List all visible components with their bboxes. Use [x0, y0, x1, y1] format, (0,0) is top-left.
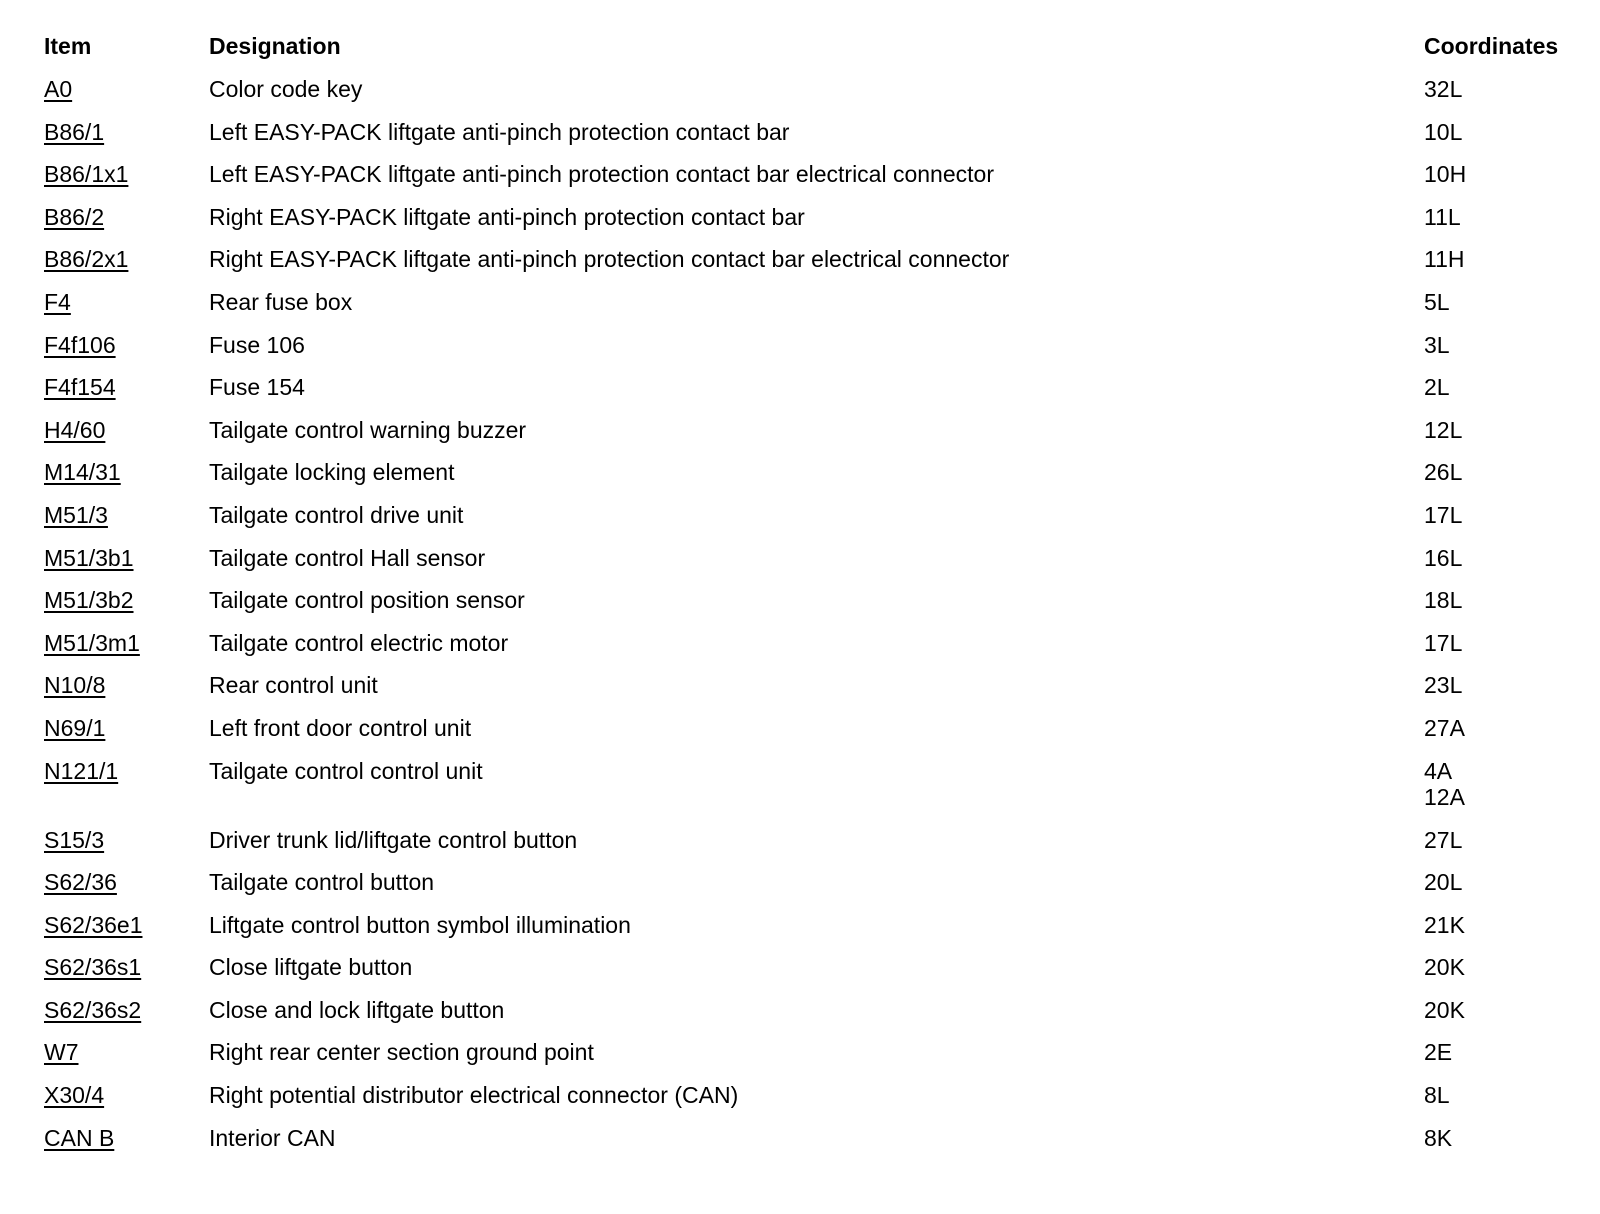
item-cell [36, 622, 201, 665]
item-cell [36, 68, 201, 111]
coordinate-value: 20L [1424, 869, 1463, 896]
coordinates-cell [1416, 819, 1566, 862]
designation-cell: Tailgate control warning buzzer [209, 416, 527, 443]
coordinates-cell [1416, 579, 1566, 622]
table-row [36, 68, 1566, 111]
item-column-header: Item [44, 33, 92, 59]
item-link[interactable]: N69/1 [44, 714, 106, 741]
item-link[interactable]: B86/1x1 [44, 161, 129, 188]
table-row [36, 989, 1566, 1032]
coordinate-value: 4A [1424, 757, 1453, 784]
item-cell [36, 1074, 201, 1117]
item-cell [36, 196, 201, 239]
coordinate-value: 11L [1424, 203, 1461, 230]
coordinates-cell [1416, 904, 1566, 947]
table-row [36, 324, 1566, 367]
coordinate-value: 2E [1424, 1039, 1453, 1066]
item-link[interactable]: S62/36e1 [44, 911, 143, 938]
coordinates-cell [1416, 238, 1566, 281]
coordinate-value: 8L [1424, 1082, 1450, 1109]
item-link[interactable]: S15/3 [44, 826, 105, 853]
item-link[interactable]: F4 [44, 288, 71, 315]
designation-cell: Right EASY-PACK liftgate anti-pinch protection contact bar electrical connector [209, 246, 1010, 273]
designation-cell: Tailgate control control unit [209, 757, 483, 784]
designation-cell: Right rear center section ground point [209, 1039, 594, 1066]
item-link[interactable]: W7 [44, 1039, 79, 1066]
designation-cell: Tailgate locking element [209, 459, 455, 486]
item-link[interactable]: F4f154 [44, 374, 116, 401]
coordinate-value: 5L [1424, 288, 1450, 315]
designation-cell: Left EASY-PACK liftgate anti-pinch protection contact bar electrical connector [209, 161, 994, 188]
item-link[interactable]: N121/1 [44, 757, 119, 784]
designation-cell: Close and lock liftgate button [209, 996, 505, 1023]
coordinates-cell [1416, 324, 1566, 367]
item-link[interactable]: S62/36 [44, 869, 117, 896]
coordinates-cell [1416, 537, 1566, 580]
table-row [36, 494, 1566, 537]
coordinates-cell [1416, 664, 1566, 707]
item-cell [36, 494, 201, 537]
item-link[interactable]: H4/60 [44, 416, 106, 443]
designation-cell: Liftgate control button symbol illumination [209, 911, 631, 938]
item-cell [36, 989, 201, 1032]
item-cell [36, 153, 201, 196]
header-row [36, 27, 1566, 68]
designation-cell: Close liftgate button [209, 954, 413, 981]
table-row [36, 946, 1566, 989]
designation-cell: Interior CAN [209, 1124, 336, 1151]
item-cell [36, 537, 201, 580]
designation-cell: Fuse 154 [209, 374, 305, 401]
item-cell [36, 707, 201, 750]
designation-cell: Rear control unit [209, 672, 378, 699]
table-row [36, 1074, 1566, 1117]
table-row [36, 366, 1566, 409]
item-link[interactable]: F4f106 [44, 331, 116, 358]
item-cell [36, 904, 201, 947]
coordinates-cell [1416, 1117, 1566, 1160]
coordinate-value: 8K [1424, 1124, 1453, 1151]
designation-cell: Tailgate control Hall sensor [209, 544, 486, 571]
coordinates-cell [1416, 1074, 1566, 1117]
item-link[interactable]: B86/2 [44, 203, 105, 230]
coordinate-value: 32L [1424, 76, 1463, 102]
item-link[interactable]: B86/2x1 [44, 246, 129, 273]
designation-cell: Tailgate control drive unit [209, 501, 464, 528]
coordinates-cell [1416, 409, 1566, 452]
designation-cell: Rear fuse box [209, 288, 353, 315]
table-row [36, 111, 1566, 154]
designation-cell: Left EASY-PACK liftgate anti-pinch protection contact bar [209, 118, 790, 145]
designation-cell: Right potential distributor electrical connector (CAN) [209, 1082, 739, 1109]
item-cell [36, 366, 201, 409]
item-link[interactable]: M51/3b1 [44, 544, 134, 571]
item-cell [36, 451, 201, 494]
table-row [36, 622, 1566, 665]
item-link[interactable]: B86/1 [44, 118, 105, 145]
item-cell [36, 1117, 201, 1160]
designation-cell: Driver trunk lid/liftgate control button [209, 826, 578, 853]
coordinate-value: 12L [1424, 416, 1463, 443]
coordinates-cell [1416, 494, 1566, 537]
coordinate-value: 21K [1424, 911, 1465, 938]
item-link[interactable]: CAN B [44, 1124, 115, 1151]
table-row [36, 664, 1566, 707]
table-header [36, 27, 1566, 68]
table-row [36, 153, 1566, 196]
coordinates-cell [1416, 68, 1566, 111]
item-cell [36, 324, 201, 367]
item-cell [36, 861, 201, 904]
coordinate-value: 17L [1424, 501, 1463, 528]
item-cell [36, 750, 201, 819]
table-row [36, 451, 1566, 494]
table-row [36, 750, 1566, 819]
coordinate-value: 27L [1424, 826, 1463, 853]
designation-cell: Tailgate control button [209, 869, 435, 896]
item-link[interactable]: X30/4 [44, 1082, 105, 1109]
coordinates-cell [1416, 707, 1566, 750]
coordinates-column-header: Coordinates [1424, 33, 1559, 59]
coordinates-cell [1416, 281, 1566, 324]
item-cell [36, 946, 201, 989]
designation-cell: Fuse 106 [209, 331, 305, 358]
table-row [36, 238, 1566, 281]
coordinate-value: 12A [1424, 783, 1465, 810]
designation-cell: Color code key [209, 76, 363, 102]
coordinate-value: 2L [1424, 374, 1450, 401]
coordinate-value: 23L [1424, 672, 1463, 699]
item-cell [36, 111, 201, 154]
coordinates-cell [1416, 111, 1566, 154]
designation-column-header: Designation [209, 33, 341, 59]
table-row [36, 1117, 1566, 1160]
coordinate-value: 20K [1424, 954, 1465, 981]
coordinates-cell [1416, 153, 1566, 196]
item-link[interactable]: M51/3m1 [44, 629, 140, 656]
coordinates-cell [1416, 196, 1566, 239]
table-row [36, 707, 1566, 750]
coordinate-value: 20K [1424, 996, 1465, 1023]
coordinates-cell [1416, 861, 1566, 904]
item-link[interactable]: S62/36s2 [44, 996, 142, 1023]
table-body [36, 68, 1566, 1159]
coordinate-value: 18L [1424, 587, 1463, 614]
coordinate-value: 26L [1424, 459, 1463, 486]
coordinates-cell [1416, 622, 1566, 665]
component-legend-table [36, 27, 1566, 1159]
coordinates-cell [1416, 1031, 1566, 1074]
item-cell [36, 579, 201, 622]
item-link[interactable]: M14/31 [44, 459, 121, 486]
table-row [36, 904, 1566, 947]
coordinates-cell [1416, 750, 1566, 819]
designation-cell: Tailgate control position sensor [209, 587, 525, 614]
table-row [36, 579, 1566, 622]
table-row [36, 819, 1566, 862]
coordinate-value: 3L [1424, 331, 1450, 358]
coordinates-cell [1416, 946, 1566, 989]
item-link[interactable]: M51/3 [44, 501, 108, 528]
table-row [36, 409, 1566, 452]
item-link[interactable]: A0 [44, 76, 73, 102]
item-cell [36, 664, 201, 707]
item-link[interactable]: N10/8 [44, 672, 106, 699]
table-row [36, 537, 1566, 580]
item-cell [36, 819, 201, 862]
coordinate-value: 10L [1424, 118, 1463, 145]
coordinates-cell [1416, 366, 1566, 409]
item-cell [36, 1031, 201, 1074]
coordinates-cell [1416, 451, 1566, 494]
item-cell [36, 281, 201, 324]
table-row [36, 281, 1566, 324]
table-row [36, 1031, 1566, 1074]
designation-cell: Tailgate control electric motor [209, 629, 509, 656]
coordinate-value: 11H [1424, 246, 1465, 273]
designation-cell: Left front door control unit [209, 714, 472, 741]
coordinates-cell [1416, 989, 1566, 1032]
coordinate-value: 10H [1424, 161, 1467, 188]
item-link[interactable]: S62/36s1 [44, 954, 142, 981]
table-row [36, 861, 1566, 904]
coordinate-value: 27A [1424, 714, 1465, 741]
item-cell [36, 409, 201, 452]
coordinate-value: 17L [1424, 629, 1463, 656]
designation-cell: Right EASY-PACK liftgate anti-pinch protection contact bar [209, 203, 805, 230]
table-row [36, 196, 1566, 239]
item-link[interactable]: M51/3b2 [44, 587, 134, 614]
item-cell [36, 238, 201, 281]
coordinate-value: 16L [1424, 544, 1463, 571]
